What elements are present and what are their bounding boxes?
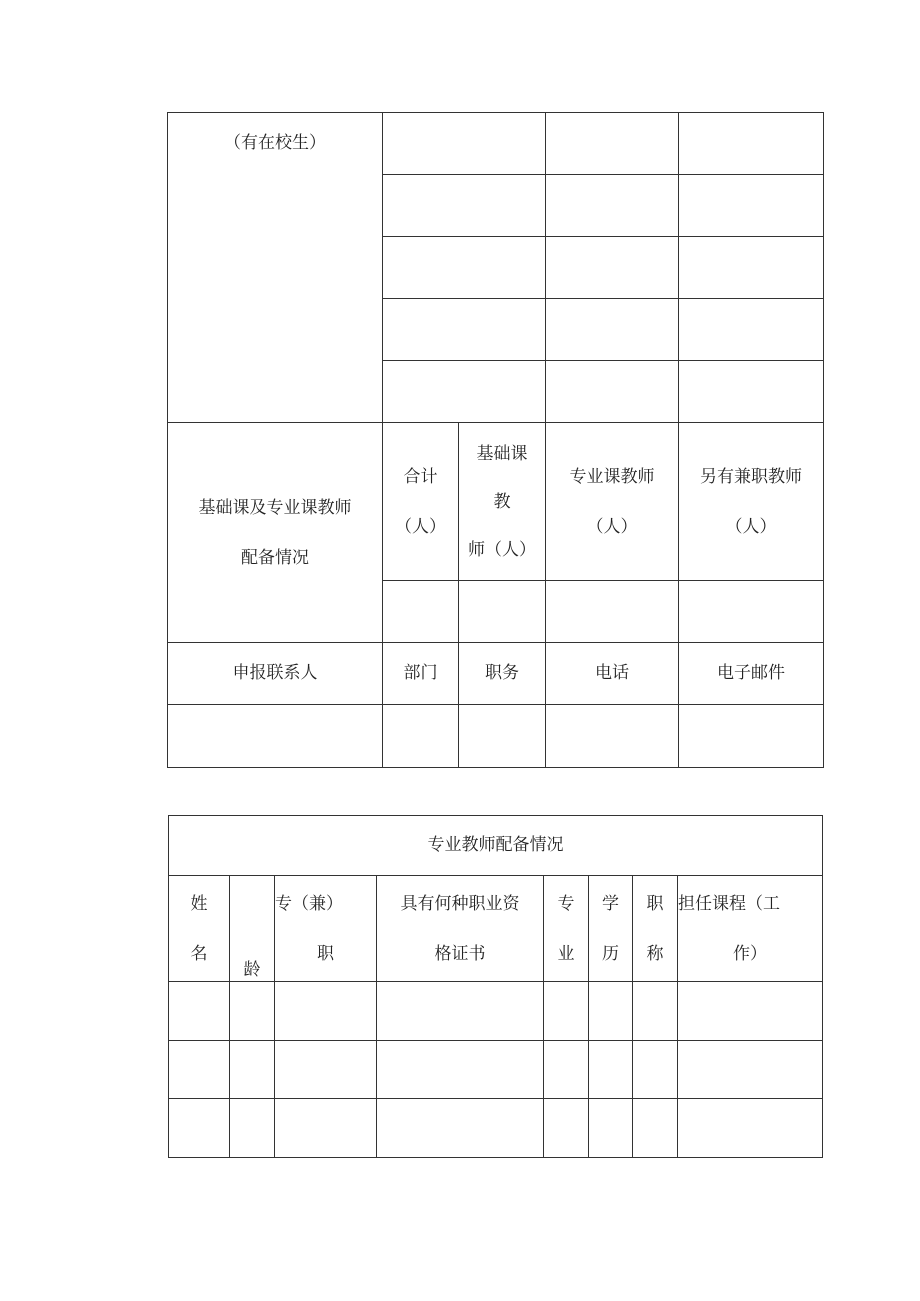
total-header xyxy=(383,423,459,581)
name-header-line2: 名 xyxy=(190,943,208,964)
parttime-header-line1: 另有兼职教师 xyxy=(700,466,802,487)
table-cell[interactable] xyxy=(169,1041,230,1099)
dept-header: 部门 xyxy=(383,643,459,705)
enrollment-cell[interactable] xyxy=(679,299,824,361)
table-cell[interactable] xyxy=(275,1099,377,1158)
certificate-header-line1: 具有何种职业资 xyxy=(400,893,520,914)
phone-cell[interactable] xyxy=(546,705,679,768)
table-cell[interactable] xyxy=(169,982,230,1041)
type-header xyxy=(275,876,377,982)
major-header-line2: （人） xyxy=(586,516,638,537)
table-cell[interactable] xyxy=(589,1099,633,1158)
table-cell[interactable] xyxy=(377,1041,544,1099)
basic-value-cell[interactable] xyxy=(459,581,546,643)
table-cell[interactable] xyxy=(377,1099,544,1158)
parttime-value-cell[interactable] xyxy=(679,581,824,643)
course-header-line1: 担任课程（工 xyxy=(678,893,780,914)
major-value-cell[interactable] xyxy=(546,581,679,643)
parttime-teachers-header xyxy=(679,423,824,581)
age-header: 龄 xyxy=(230,876,275,982)
major-header xyxy=(544,876,589,982)
table-cell[interactable] xyxy=(275,1041,377,1099)
enrollment-label-cell xyxy=(168,113,383,423)
dept-cell[interactable] xyxy=(383,705,459,768)
table-cell[interactable] xyxy=(678,1099,823,1158)
teachers-label-line1: 基础课及专业课教师 xyxy=(198,497,352,518)
education-header xyxy=(589,876,633,982)
job-title-header-line1: 职 xyxy=(646,893,664,914)
major-header-line2: 业 xyxy=(557,943,575,964)
type-header-line2: 职 xyxy=(317,943,334,964)
phone-header: 电话 xyxy=(546,643,679,705)
table-cell[interactable] xyxy=(678,982,823,1041)
course-header xyxy=(678,876,823,982)
table-cell[interactable] xyxy=(169,1099,230,1158)
enrollment-cell[interactable] xyxy=(679,237,824,299)
enrollment-cell[interactable] xyxy=(383,299,546,361)
total-header-line2: （人） xyxy=(395,516,446,537)
major-header-line1: 专 xyxy=(557,893,575,914)
table-cell[interactable] xyxy=(633,1099,678,1158)
email-header: 电子邮件 xyxy=(679,643,824,705)
table-cell[interactable] xyxy=(544,1041,589,1099)
job-title-header-line2: 称 xyxy=(646,943,664,964)
education-header-line1: 学 xyxy=(602,893,619,914)
table-cell[interactable] xyxy=(230,1099,275,1158)
enrollment-cell[interactable] xyxy=(546,361,679,423)
enrollment-cell[interactable] xyxy=(679,361,824,423)
enrollment-cell[interactable] xyxy=(679,175,824,237)
table-cell[interactable] xyxy=(544,982,589,1041)
position-header: 职务 xyxy=(459,643,546,705)
basic-header-line3: 师（人） xyxy=(468,539,536,560)
total-value-cell[interactable] xyxy=(383,581,459,643)
table-cell[interactable] xyxy=(377,982,544,1041)
enrollment-cell[interactable] xyxy=(546,299,679,361)
table-cell[interactable] xyxy=(633,1041,678,1099)
course-header-line2: 作） xyxy=(733,943,767,964)
teachers-label-cell xyxy=(168,423,383,643)
table-cell[interactable] xyxy=(589,1041,633,1099)
table-cell[interactable] xyxy=(633,982,678,1041)
parttime-header-line2: （人） xyxy=(725,516,777,537)
contact-name-cell[interactable] xyxy=(168,705,383,768)
type-header-line1: 专（兼） xyxy=(275,893,343,914)
basic-header-line1: 基础课 xyxy=(476,443,528,464)
total-header-line1: 合计 xyxy=(403,466,438,487)
table-cell[interactable] xyxy=(230,982,275,1041)
enrollment-cell[interactable] xyxy=(546,113,679,175)
enrollment-cell[interactable] xyxy=(546,237,679,299)
enrollment-cell[interactable] xyxy=(383,237,546,299)
enrollment-cell[interactable] xyxy=(383,113,546,175)
enrollment-cell[interactable] xyxy=(383,361,546,423)
enrollment-cell[interactable] xyxy=(383,175,546,237)
table-cell[interactable] xyxy=(544,1099,589,1158)
teachers-label-line2: 配备情况 xyxy=(241,547,309,568)
table-cell[interactable] xyxy=(230,1041,275,1099)
email-cell[interactable] xyxy=(679,705,824,768)
name-header xyxy=(169,876,230,982)
table-cell[interactable] xyxy=(275,982,377,1041)
position-cell[interactable] xyxy=(459,705,546,768)
certificate-header xyxy=(377,876,544,982)
education-header-line2: 历 xyxy=(602,943,619,964)
enrollment-cell[interactable] xyxy=(546,175,679,237)
major-teachers-header xyxy=(546,423,679,581)
enrollment-cell[interactable] xyxy=(679,113,824,175)
basic-header-line2: 教 xyxy=(493,491,511,512)
contact-label: 申报联系人 xyxy=(168,643,383,705)
teacher-staffing-table xyxy=(168,815,823,1158)
certificate-header-line2: 格证书 xyxy=(434,943,486,964)
major-header-line1: 专业课教师 xyxy=(569,466,655,487)
enrollment-label: （有在校生） xyxy=(224,133,326,153)
application-info-table xyxy=(167,112,824,768)
table-cell[interactable] xyxy=(678,1041,823,1099)
staffing-title: 专业教师配备情况 xyxy=(169,816,823,876)
job-title-header xyxy=(633,876,678,982)
table-cell[interactable] xyxy=(589,982,633,1041)
basic-teachers-header xyxy=(459,423,546,581)
name-header-line1: 姓 xyxy=(190,893,208,914)
